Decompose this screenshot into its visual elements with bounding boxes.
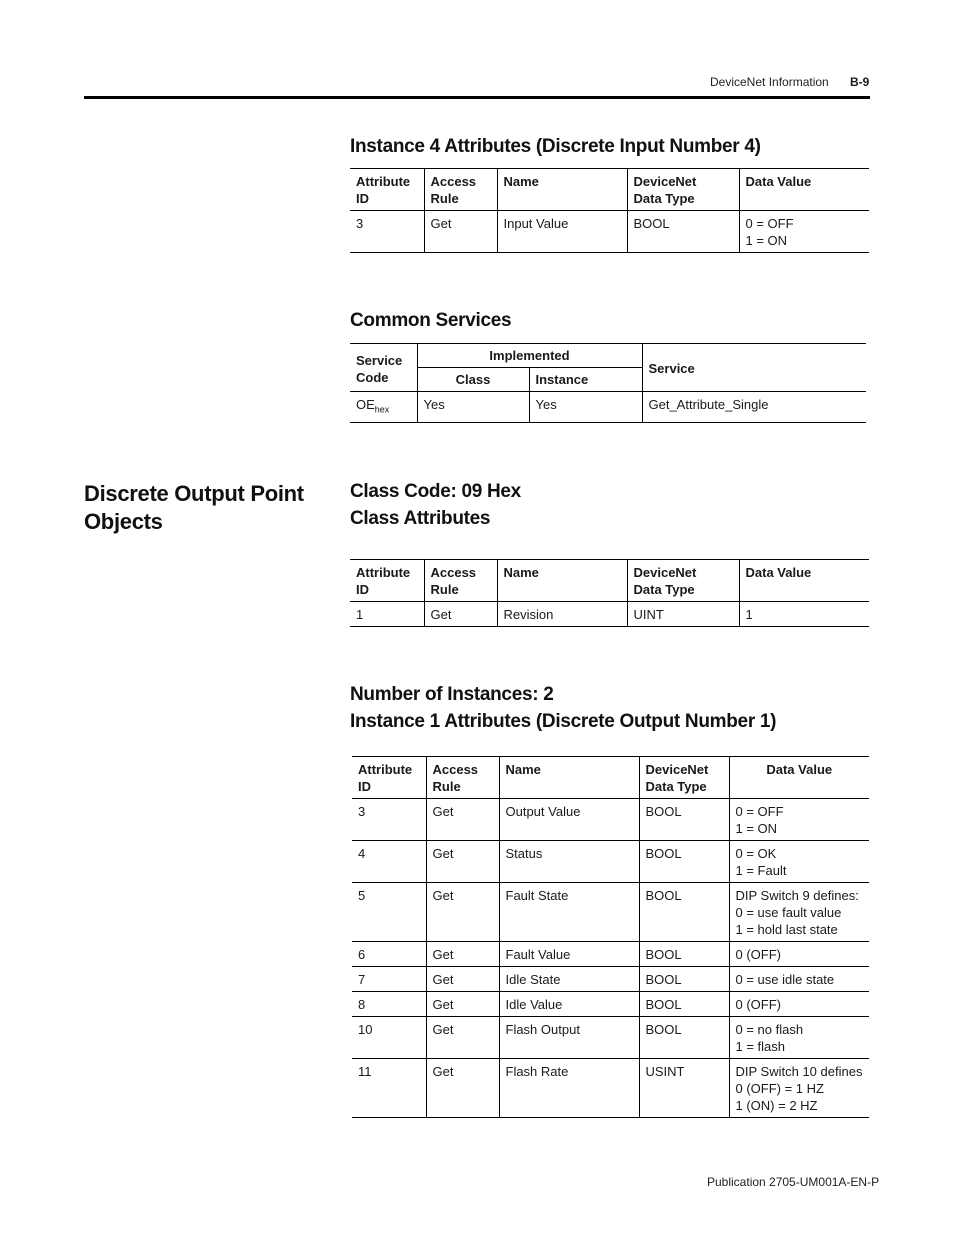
data-type-cell: BOOL <box>627 211 739 253</box>
col-instance: Instance <box>529 368 642 392</box>
section-title: Discrete Output Point Objects <box>84 481 304 534</box>
col-data-type: DeviceNet Data Type <box>627 560 739 602</box>
col-attribute-id: Attribute ID <box>356 174 411 206</box>
name-cell: Output Value <box>499 799 639 841</box>
name-cell: Flash Rate <box>499 1059 639 1118</box>
access-rule-cell: Get <box>424 602 497 627</box>
data-type-cell: USINT <box>639 1059 729 1118</box>
service-code: OE <box>356 397 375 412</box>
col-attribute-id: Attribute ID <box>358 762 413 794</box>
table-row <box>352 1059 869 1118</box>
data-type-cell: BOOL <box>639 967 729 992</box>
col-implemented: Implemented <box>417 344 642 368</box>
class-attributes-table <box>350 559 869 627</box>
attribute-id-cell: 3 <box>352 799 426 841</box>
common-services-heading: Common Services <box>350 310 512 331</box>
col-service-code: Service Code <box>356 353 403 385</box>
access-rule-cell: Get <box>426 799 499 841</box>
data-value-cell: 0 (OFF) <box>729 942 869 967</box>
data-value-cell: 0 = OFF 1 = ON <box>739 211 869 253</box>
attribute-id-cell: 10 <box>352 1017 426 1059</box>
instance1-body <box>352 799 869 1118</box>
name-cell: Idle Value <box>499 992 639 1017</box>
data-type-cell: BOOL <box>639 1017 729 1059</box>
attribute-id-cell: 3 <box>350 211 424 253</box>
service-code-subscript: hex <box>374 404 390 415</box>
class-code: Class Code: 09 Hex <box>350 481 521 502</box>
name-cell: Idle State <box>499 967 639 992</box>
data-value-cell: 0 = use idle state <box>729 967 869 992</box>
data-type-cell: BOOL <box>639 799 729 841</box>
class-attributes-heading: Class Attributes <box>350 508 491 529</box>
instance4-body <box>350 211 869 253</box>
name-cell: Fault State <box>499 883 639 942</box>
col-data-type: DeviceNet Data Type <box>639 757 729 799</box>
access-rule-cell: Get <box>426 1059 499 1118</box>
publication-footer: Publication 2705-UM001A-EN-P <box>707 1175 880 1189</box>
name-cell: Flash Output <box>499 1017 639 1059</box>
service-code-cell <box>350 392 417 423</box>
table-row <box>352 942 869 967</box>
data-value-cell: 1 <box>739 602 869 627</box>
attribute-id-cell: 7 <box>352 967 426 992</box>
table-row <box>352 799 869 841</box>
table-row <box>352 841 869 883</box>
col-access-rule: Access Rule <box>426 757 499 799</box>
table-row <box>350 602 869 627</box>
data-value-cell: DIP Switch 10 defines 0 (OFF) = 1 HZ 1 (ON) = 2 HZ <box>729 1059 869 1118</box>
data-type-cell: BOOL <box>639 942 729 967</box>
data-type-cell: BOOL <box>639 883 729 942</box>
table-row <box>352 992 869 1017</box>
data-value-cell: 0 (OFF) <box>729 992 869 1017</box>
data-value-cell: 0 = no flash 1 = flash <box>729 1017 869 1059</box>
data-type-cell: UINT <box>627 602 739 627</box>
table-row <box>352 883 869 942</box>
data-value-cell: DIP Switch 9 defines: 0 = use fault value 1 = hold last state <box>729 883 869 942</box>
col-service: Service <box>642 344 866 392</box>
col-data-value: Data Value <box>739 169 869 211</box>
access-rule-cell: Get <box>426 841 499 883</box>
running-header-section: DeviceNet Information <box>710 75 829 89</box>
attribute-id-cell: 4 <box>352 841 426 883</box>
col-access-rule: Access Rule <box>424 560 497 602</box>
col-data-value: Data Value <box>729 757 869 799</box>
data-type-cell: BOOL <box>639 992 729 1017</box>
service-cell: Get_Attribute_Single <box>642 392 866 423</box>
table-row <box>352 967 869 992</box>
name-cell: Fault Value <box>499 942 639 967</box>
instance1-header-row <box>352 757 869 799</box>
data-value-cell: 0 = OK 1 = Fault <box>729 841 869 883</box>
common-services-table <box>350 343 866 423</box>
instance1-heading: Instance 1 Attributes (Discrete Output Number 1) <box>350 711 777 732</box>
number-of-instances: Number of Instances: 2 <box>350 684 554 705</box>
col-data-type: DeviceNet Data Type <box>627 169 739 211</box>
col-name: Name <box>499 757 639 799</box>
col-class: Class <box>417 368 529 392</box>
col-attribute-id: Attribute ID <box>356 565 411 597</box>
name-cell: Status <box>499 841 639 883</box>
access-rule-cell: Get <box>426 942 499 967</box>
instance4-table <box>350 168 869 253</box>
attribute-id-cell: 5 <box>352 883 426 942</box>
access-rule-cell: Get <box>426 967 499 992</box>
instance4-heading: Instance 4 Attributes (Discrete Input Number 4) <box>350 136 761 157</box>
data-type-cell: BOOL <box>639 841 729 883</box>
table-row <box>352 1017 869 1059</box>
col-name: Name <box>497 169 627 211</box>
instance4-header-row <box>350 169 869 211</box>
attribute-id-cell: 6 <box>352 942 426 967</box>
table-row <box>350 392 866 423</box>
table-row <box>350 211 869 253</box>
access-rule-cell: Get <box>426 1017 499 1059</box>
attribute-id-cell: 11 <box>352 1059 426 1118</box>
page-number: B-9 <box>850 75 870 89</box>
col-access-rule: Access Rule <box>424 169 497 211</box>
access-rule-cell: Get <box>426 992 499 1017</box>
header-rule <box>84 96 870 99</box>
attribute-id-cell: 8 <box>352 992 426 1017</box>
name-cell: Revision <box>497 602 627 627</box>
access-rule-cell: Get <box>424 211 497 253</box>
instance1-table <box>352 756 869 1118</box>
instance-cell: Yes <box>529 392 642 423</box>
class-attributes-body <box>350 602 869 627</box>
col-name: Name <box>497 560 627 602</box>
attribute-id-cell: 1 <box>350 602 424 627</box>
class-attributes-header-row <box>350 560 869 602</box>
name-cell: Input Value <box>497 211 627 253</box>
class-cell: Yes <box>417 392 529 423</box>
data-value-cell: 0 = OFF 1 = ON <box>729 799 869 841</box>
access-rule-cell: Get <box>426 883 499 942</box>
col-data-value: Data Value <box>739 560 869 602</box>
